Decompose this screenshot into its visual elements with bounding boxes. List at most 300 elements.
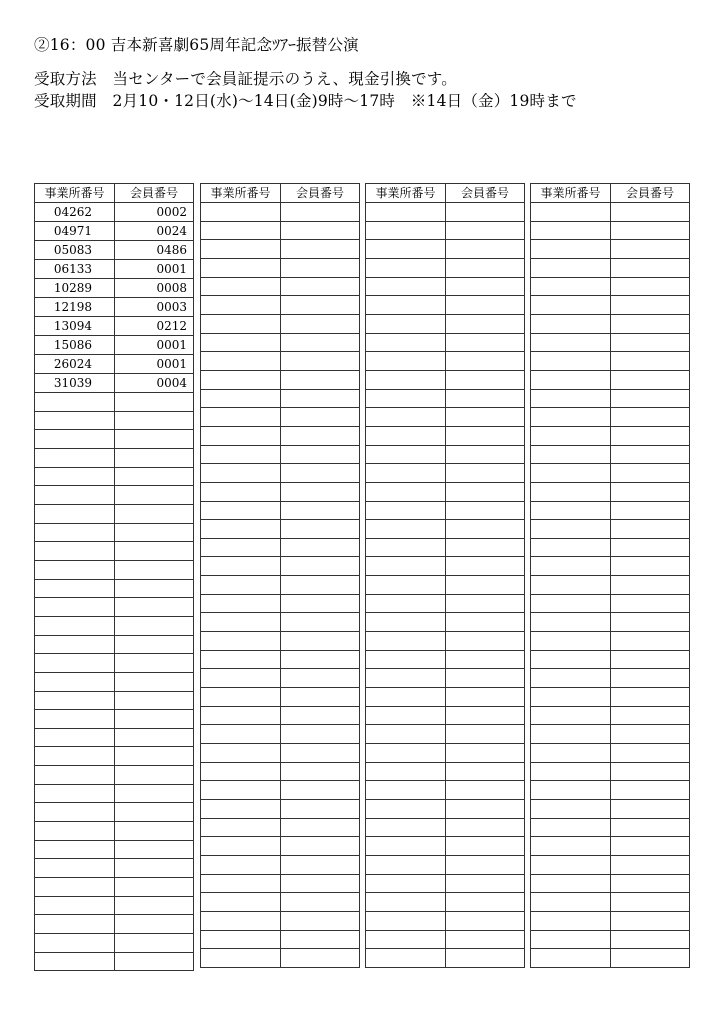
table-row <box>366 352 525 371</box>
member-number-cell <box>446 613 525 632</box>
member-number-cell <box>115 952 194 971</box>
table-row <box>366 781 525 800</box>
member-number-cell <box>281 203 360 222</box>
member-number-cell <box>611 576 690 595</box>
office-number-cell <box>531 893 611 912</box>
office-number-cell: 04971 <box>35 222 115 241</box>
table-row <box>366 333 525 352</box>
member-number-cell <box>115 486 194 505</box>
member-number-cell <box>611 296 690 315</box>
table-row <box>35 840 194 859</box>
office-number-cell <box>366 203 446 222</box>
table-row <box>531 203 690 222</box>
member-number-cell <box>446 333 525 352</box>
table-row <box>531 258 690 277</box>
office-number-cell <box>366 911 446 930</box>
table-row <box>35 598 194 617</box>
member-number-cell <box>115 672 194 691</box>
office-number-cell <box>35 486 115 505</box>
member-number-cell <box>611 277 690 296</box>
office-number-cell <box>201 389 281 408</box>
office-number-cell <box>35 728 115 747</box>
member-number-cell <box>611 221 690 240</box>
office-number-cell <box>201 296 281 315</box>
office-number-cell <box>531 706 611 725</box>
office-number-cell <box>35 822 115 841</box>
table-row <box>35 298 194 317</box>
table-row <box>201 949 360 968</box>
member-number-cell: 0008 <box>115 279 194 298</box>
member-number-cell <box>611 874 690 893</box>
table-row <box>366 408 525 427</box>
member-number-cell <box>115 579 194 598</box>
member-number-cell <box>611 258 690 277</box>
office-number-cell <box>35 710 115 729</box>
office-number-cell <box>531 837 611 856</box>
table-row <box>531 800 690 819</box>
table-row <box>531 930 690 949</box>
table-row <box>366 613 525 632</box>
member-number-cell <box>446 277 525 296</box>
table-row <box>201 501 360 520</box>
office-number-cell <box>366 277 446 296</box>
table-header-row <box>366 184 525 203</box>
table-row <box>531 949 690 968</box>
member-number-cell <box>281 277 360 296</box>
table-header-row <box>531 184 690 203</box>
table-row <box>201 464 360 483</box>
office-number-cell <box>35 840 115 859</box>
member-number-cell <box>611 818 690 837</box>
member-number-cell <box>281 464 360 483</box>
office-number-cell <box>531 408 611 427</box>
member-number-cell: 0001 <box>115 355 194 374</box>
table-row <box>531 744 690 763</box>
office-number-cell <box>366 594 446 613</box>
table-row <box>35 878 194 897</box>
office-number-cell <box>531 258 611 277</box>
table-row <box>531 296 690 315</box>
office-number-cell <box>366 445 446 464</box>
office-number-cell <box>366 240 446 259</box>
member-number-cell <box>281 744 360 763</box>
office-number-cell <box>531 389 611 408</box>
office-number-cell <box>366 781 446 800</box>
office-number-cell <box>366 538 446 557</box>
office-number-cell <box>366 725 446 744</box>
office-number-cell <box>201 277 281 296</box>
table-row <box>35 654 194 673</box>
office-number-cell <box>201 501 281 520</box>
table-row <box>35 934 194 953</box>
table-row <box>531 818 690 837</box>
member-number-cell <box>611 426 690 445</box>
member-number-cell <box>115 803 194 822</box>
table-row <box>201 314 360 333</box>
member-number-cell <box>281 818 360 837</box>
col-header-member: 会員番号 <box>281 184 360 203</box>
member-number-cell <box>281 352 360 371</box>
member-number-cell <box>611 203 690 222</box>
table-row <box>366 688 525 707</box>
office-number-cell <box>201 800 281 819</box>
office-number-cell <box>366 296 446 315</box>
member-number-cell <box>446 557 525 576</box>
office-number-cell <box>201 538 281 557</box>
member-number-cell <box>115 840 194 859</box>
table-row <box>531 706 690 725</box>
member-number-cell <box>281 576 360 595</box>
office-number-cell <box>201 482 281 501</box>
member-number-cell <box>281 781 360 800</box>
office-number-cell <box>531 855 611 874</box>
member-number-cell <box>446 744 525 763</box>
member-number-cell <box>115 878 194 897</box>
office-number-cell <box>366 800 446 819</box>
member-number-cell <box>281 333 360 352</box>
office-number-cell <box>35 654 115 673</box>
office-number-cell <box>366 221 446 240</box>
table-row <box>531 221 690 240</box>
table-row <box>366 800 525 819</box>
table-row <box>531 426 690 445</box>
office-number-cell <box>201 203 281 222</box>
table-row <box>201 258 360 277</box>
table-row <box>35 355 194 374</box>
office-number-cell <box>531 632 611 651</box>
member-number-cell <box>281 520 360 539</box>
table-row <box>35 766 194 785</box>
table-row <box>35 710 194 729</box>
table-row <box>366 277 525 296</box>
table-row <box>531 520 690 539</box>
member-number-cell <box>281 557 360 576</box>
table-row <box>531 389 690 408</box>
member-number-cell <box>446 240 525 259</box>
table-row <box>201 482 360 501</box>
table-row <box>366 520 525 539</box>
table-row <box>531 762 690 781</box>
office-number-cell <box>35 784 115 803</box>
member-number-cell <box>115 635 194 654</box>
table-row <box>531 781 690 800</box>
table-row <box>201 688 360 707</box>
member-number-cell <box>115 747 194 766</box>
office-number-cell <box>531 874 611 893</box>
member-number-cell <box>281 800 360 819</box>
member-number-cell <box>611 408 690 427</box>
member-number-cell <box>611 762 690 781</box>
member-number-cell <box>115 523 194 542</box>
table-row <box>35 691 194 710</box>
office-number-cell <box>366 482 446 501</box>
office-number-cell <box>201 576 281 595</box>
table-row <box>366 464 525 483</box>
office-number-cell <box>201 949 281 968</box>
office-number-cell <box>531 445 611 464</box>
member-number-cell <box>281 221 360 240</box>
office-number-cell <box>531 501 611 520</box>
office-number-cell: 04262 <box>35 203 115 222</box>
office-number-cell <box>366 389 446 408</box>
office-number-cell <box>35 467 115 486</box>
table-row <box>531 893 690 912</box>
table-row <box>201 930 360 949</box>
table-row <box>531 688 690 707</box>
office-number-cell <box>35 952 115 971</box>
table-row <box>201 874 360 893</box>
table-row <box>531 594 690 613</box>
office-number-cell <box>201 352 281 371</box>
member-number-cell <box>446 669 525 688</box>
member-number-cell <box>611 725 690 744</box>
office-number-cell <box>201 706 281 725</box>
table-row <box>531 277 690 296</box>
office-number-cell <box>366 706 446 725</box>
member-number-cell <box>611 632 690 651</box>
table-row <box>366 930 525 949</box>
table-row <box>366 837 525 856</box>
table-row <box>201 445 360 464</box>
table-row <box>366 874 525 893</box>
office-number-cell: 05083 <box>35 241 115 260</box>
office-number-cell <box>366 333 446 352</box>
table-row <box>35 260 194 279</box>
table-row <box>531 855 690 874</box>
table-row <box>35 203 194 222</box>
table-row <box>35 504 194 523</box>
member-number-cell <box>281 501 360 520</box>
table-row <box>35 672 194 691</box>
table-row <box>531 482 690 501</box>
office-number-cell <box>366 688 446 707</box>
member-number-cell <box>281 949 360 968</box>
member-number-cell <box>115 598 194 617</box>
office-number-cell <box>201 650 281 669</box>
table-row <box>201 520 360 539</box>
office-number-cell <box>531 781 611 800</box>
table-row <box>366 389 525 408</box>
office-number-cell <box>35 915 115 934</box>
table-row <box>531 501 690 520</box>
office-number-cell <box>35 896 115 915</box>
office-number-cell <box>531 464 611 483</box>
member-number-cell <box>281 296 360 315</box>
member-number-cell <box>611 389 690 408</box>
member-table-4 <box>530 183 690 968</box>
office-number-cell <box>366 837 446 856</box>
member-number-cell <box>281 837 360 856</box>
table-row <box>366 594 525 613</box>
member-number-cell <box>281 445 360 464</box>
member-number-cell <box>446 594 525 613</box>
member-number-cell: 0486 <box>115 241 194 260</box>
office-number-cell <box>201 930 281 949</box>
table-row <box>201 650 360 669</box>
member-number-cell <box>611 370 690 389</box>
table-row <box>201 632 360 651</box>
member-number-cell: 0001 <box>115 260 194 279</box>
office-number-cell <box>531 538 611 557</box>
office-number-cell <box>201 557 281 576</box>
member-number-cell <box>446 221 525 240</box>
table-row <box>531 445 690 464</box>
table-row <box>366 258 525 277</box>
office-number-cell: 10289 <box>35 279 115 298</box>
table-row <box>201 725 360 744</box>
member-number-cell <box>611 688 690 707</box>
member-number-cell <box>281 240 360 259</box>
table-row <box>201 576 360 595</box>
table-row <box>366 538 525 557</box>
event-title: ②16：00 吉本新喜劇65周年記念ﾂｱｰ振替公演 <box>34 36 359 54</box>
table-row <box>531 576 690 595</box>
table-row <box>531 669 690 688</box>
table-row <box>35 915 194 934</box>
office-number-cell <box>201 725 281 744</box>
office-number-cell <box>366 464 446 483</box>
office-number-cell <box>201 464 281 483</box>
member-number-cell <box>281 855 360 874</box>
member-number-cell <box>115 430 194 449</box>
office-number-cell <box>366 650 446 669</box>
member-number-cell <box>281 594 360 613</box>
table-row <box>201 744 360 763</box>
member-number-cell <box>115 728 194 747</box>
member-number-cell <box>446 893 525 912</box>
member-number-cell <box>446 314 525 333</box>
member-number-cell <box>446 520 525 539</box>
table-row <box>531 613 690 632</box>
table-row <box>531 408 690 427</box>
office-number-cell <box>531 203 611 222</box>
office-number-cell <box>366 613 446 632</box>
table-row <box>201 426 360 445</box>
member-number-cell <box>611 501 690 520</box>
table-row <box>366 203 525 222</box>
office-number-cell <box>35 766 115 785</box>
member-number-cell <box>446 389 525 408</box>
table-row <box>35 542 194 561</box>
member-number-cell <box>611 949 690 968</box>
table-row <box>366 632 525 651</box>
office-number-cell <box>366 258 446 277</box>
office-number-cell <box>35 859 115 878</box>
office-number-cell <box>35 691 115 710</box>
member-number-cell <box>446 650 525 669</box>
office-number-cell <box>531 333 611 352</box>
member-number-cell <box>281 650 360 669</box>
member-number-cell <box>281 874 360 893</box>
table-row <box>35 523 194 542</box>
member-number-cell <box>446 706 525 725</box>
office-number-cell <box>531 911 611 930</box>
office-number-cell <box>531 352 611 371</box>
member-number-cell <box>446 855 525 874</box>
office-number-cell <box>366 874 446 893</box>
table-row <box>35 859 194 878</box>
table-row <box>531 314 690 333</box>
member-number-cell: 0212 <box>115 317 194 336</box>
office-number-cell <box>35 560 115 579</box>
member-number-cell <box>446 203 525 222</box>
member-table-3 <box>365 183 525 968</box>
office-number-cell <box>366 408 446 427</box>
office-number-cell <box>366 557 446 576</box>
table-row <box>366 893 525 912</box>
col-header-office: 事業所番号 <box>366 184 446 203</box>
table-row <box>366 557 525 576</box>
member-number-cell <box>281 258 360 277</box>
table-row <box>531 538 690 557</box>
member-number-cell <box>611 445 690 464</box>
member-number-cell <box>611 837 690 856</box>
office-number-cell <box>201 520 281 539</box>
table-row <box>531 632 690 651</box>
member-number-cell <box>115 822 194 841</box>
member-number-cell <box>446 445 525 464</box>
member-table-1 <box>34 183 194 971</box>
member-number-cell <box>611 706 690 725</box>
table-row <box>366 706 525 725</box>
member-number-cell <box>115 896 194 915</box>
table-row <box>35 279 194 298</box>
member-number-cell <box>611 520 690 539</box>
office-number-cell <box>366 314 446 333</box>
table-row <box>201 557 360 576</box>
member-number-cell <box>281 688 360 707</box>
col-header-office: 事業所番号 <box>35 184 115 203</box>
office-number-cell <box>35 393 115 412</box>
table-row <box>201 613 360 632</box>
table-row <box>366 762 525 781</box>
table-row <box>201 389 360 408</box>
member-number-cell <box>281 426 360 445</box>
office-number-cell <box>531 594 611 613</box>
table-row <box>201 893 360 912</box>
office-number-cell <box>531 930 611 949</box>
table-row <box>366 818 525 837</box>
member-number-cell <box>281 408 360 427</box>
table-row <box>531 240 690 259</box>
table-row <box>531 874 690 893</box>
table-row <box>201 296 360 315</box>
table-row <box>201 240 360 259</box>
table-row <box>35 803 194 822</box>
office-number-cell <box>366 930 446 949</box>
member-number-cell <box>446 725 525 744</box>
table-row <box>201 203 360 222</box>
table-row <box>531 352 690 371</box>
table-row <box>201 352 360 371</box>
member-number-cell <box>446 408 525 427</box>
office-number-cell <box>531 744 611 763</box>
table-row <box>201 408 360 427</box>
table-row <box>366 949 525 968</box>
member-number-cell <box>281 706 360 725</box>
table-row <box>201 837 360 856</box>
member-number-cell <box>611 800 690 819</box>
member-number-cell <box>611 650 690 669</box>
member-number-cell <box>611 333 690 352</box>
table-row <box>201 706 360 725</box>
col-header-member: 会員番号 <box>446 184 525 203</box>
table-row <box>366 855 525 874</box>
office-number-cell <box>531 426 611 445</box>
member-number-cell <box>611 930 690 949</box>
col-header-member: 会員番号 <box>115 184 194 203</box>
member-number-cell <box>446 352 525 371</box>
